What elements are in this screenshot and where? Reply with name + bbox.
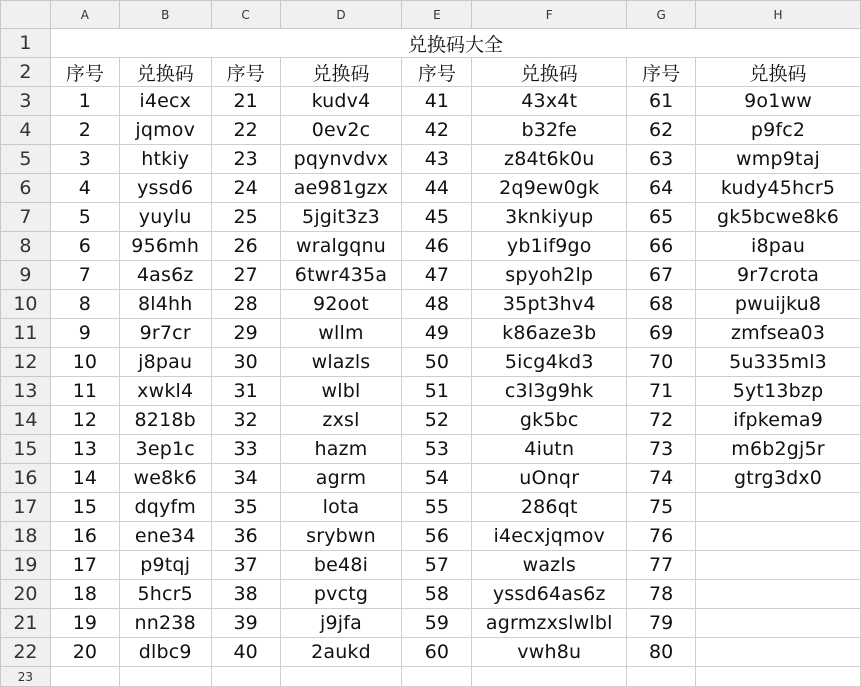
code-cell[interactable]: spyoh2lp [472, 261, 627, 290]
table-row [1, 493, 861, 522]
code-cell[interactable]: dqyfm [119, 493, 211, 522]
index-cell[interactable]: 27 [211, 261, 280, 290]
code-cell[interactable]: pqynvdvx [280, 145, 402, 174]
code-cell[interactable]: kudv4 [280, 87, 402, 116]
code-cell[interactable]: m6b2gj5r [696, 435, 861, 464]
code-cell[interactable] [696, 580, 861, 609]
code-cell[interactable]: wazls [472, 551, 627, 580]
code-cell[interactable]: c3l3g9hk [472, 377, 627, 406]
sheet-row-2 [1, 58, 861, 87]
index-cell[interactable]: 44 [402, 174, 472, 203]
index-cell[interactable]: 5 [50, 203, 119, 232]
code-cell[interactable]: 4iutn [472, 435, 627, 464]
row-header-23[interactable]: 23 [1, 667, 51, 687]
code-cell[interactable]: jqmov [119, 116, 211, 145]
code-cell[interactable]: gk5bc [472, 406, 627, 435]
index-cell[interactable]: 4 [50, 174, 119, 203]
index-cell[interactable]: 60 [402, 638, 472, 667]
code-cell[interactable]: 9r7cr [119, 319, 211, 348]
code-cell[interactable]: be48i [280, 551, 402, 580]
row-header[interactable]: 13 [1, 377, 51, 406]
header-cell-code[interactable]: 兑换码 [472, 58, 627, 87]
index-cell[interactable]: 37 [211, 551, 280, 580]
column-header-a[interactable]: A [50, 1, 119, 29]
table-row [1, 464, 861, 493]
index-cell[interactable]: 52 [402, 406, 472, 435]
code-cell[interactable]: yssd64as6z [472, 580, 627, 609]
code-cell[interactable]: 2aukd [280, 638, 402, 667]
header-cell-code[interactable]: 兑换码 [696, 58, 861, 87]
index-cell[interactable]: 28 [211, 290, 280, 319]
index-cell[interactable]: 59 [402, 609, 472, 638]
sheet-row-1 [1, 29, 861, 58]
index-cell[interactable]: 57 [402, 551, 472, 580]
code-cell[interactable]: wlazls [280, 348, 402, 377]
empty-cell[interactable] [472, 667, 627, 687]
code-cell[interactable]: 3ep1c [119, 435, 211, 464]
index-cell[interactable]: 69 [627, 319, 696, 348]
table-row [1, 609, 861, 638]
index-cell[interactable]: 77 [627, 551, 696, 580]
code-cell[interactable]: lota [280, 493, 402, 522]
row-header[interactable]: 22 [1, 638, 51, 667]
index-cell[interactable]: 53 [402, 435, 472, 464]
index-cell[interactable]: 22 [211, 116, 280, 145]
code-cell[interactable]: 286qt [472, 493, 627, 522]
empty-cell[interactable] [627, 667, 696, 687]
code-cell[interactable]: wmp9taj [696, 145, 861, 174]
index-cell[interactable]: 39 [211, 609, 280, 638]
header-cell-index[interactable]: 序号 [211, 58, 280, 87]
index-cell[interactable]: 15 [50, 493, 119, 522]
index-cell[interactable]: 3 [50, 145, 119, 174]
index-cell[interactable]: 34 [211, 464, 280, 493]
index-cell[interactable]: 12 [50, 406, 119, 435]
code-cell[interactable]: htkiy [119, 145, 211, 174]
index-cell[interactable]: 26 [211, 232, 280, 261]
table-row [1, 551, 861, 580]
code-cell[interactable]: gtrg3dx0 [696, 464, 861, 493]
code-cell[interactable]: agrm [280, 464, 402, 493]
code-cell[interactable]: 9o1ww [696, 87, 861, 116]
column-header-row [1, 1, 861, 29]
index-cell[interactable]: 68 [627, 290, 696, 319]
row-header[interactable]: 12 [1, 348, 51, 377]
code-cell[interactable]: 2q9ew0gk [472, 174, 627, 203]
code-cell[interactable] [696, 493, 861, 522]
code-cell[interactable]: pwuijku8 [696, 290, 861, 319]
index-cell[interactable]: 33 [211, 435, 280, 464]
table-row [1, 261, 861, 290]
index-cell[interactable]: 18 [50, 580, 119, 609]
row-header[interactable]: 18 [1, 522, 51, 551]
row-header[interactable]: 6 [1, 174, 51, 203]
table-row [1, 290, 861, 319]
index-cell[interactable]: 6 [50, 232, 119, 261]
index-cell[interactable]: 45 [402, 203, 472, 232]
header-cell-index[interactable]: 序号 [50, 58, 119, 87]
index-cell[interactable]: 30 [211, 348, 280, 377]
code-cell[interactable]: xwkl4 [119, 377, 211, 406]
index-cell[interactable]: 7 [50, 261, 119, 290]
table-row [1, 319, 861, 348]
code-cell[interactable]: wllm [280, 319, 402, 348]
code-cell[interactable]: zxsl [280, 406, 402, 435]
code-cell[interactable]: 5yt13bzp [696, 377, 861, 406]
index-cell[interactable]: 21 [211, 87, 280, 116]
code-cell[interactable]: 956mh [119, 232, 211, 261]
column-header-c[interactable]: C [211, 1, 280, 29]
index-cell[interactable]: 72 [627, 406, 696, 435]
code-cell[interactable]: pvctg [280, 580, 402, 609]
code-cell[interactable]: uOnqr [472, 464, 627, 493]
code-cell[interactable] [696, 551, 861, 580]
index-cell[interactable]: 11 [50, 377, 119, 406]
code-cell[interactable]: j9jfa [280, 609, 402, 638]
index-cell[interactable]: 43 [402, 145, 472, 174]
code-cell[interactable]: nn238 [119, 609, 211, 638]
index-cell[interactable]: 16 [50, 522, 119, 551]
code-cell[interactable]: 9r7crota [696, 261, 861, 290]
index-cell[interactable]: 23 [211, 145, 280, 174]
index-cell[interactable]: 17 [50, 551, 119, 580]
row-header[interactable]: 11 [1, 319, 51, 348]
index-cell[interactable]: 8 [50, 290, 119, 319]
index-cell[interactable]: 80 [627, 638, 696, 667]
index-cell[interactable]: 20 [50, 638, 119, 667]
index-cell[interactable]: 63 [627, 145, 696, 174]
code-cell[interactable]: 5icg4kd3 [472, 348, 627, 377]
index-cell[interactable]: 71 [627, 377, 696, 406]
column-header-h[interactable]: H [696, 1, 861, 29]
index-cell[interactable]: 66 [627, 232, 696, 261]
code-cell[interactable]: z84t6k0u [472, 145, 627, 174]
code-cell[interactable]: i4ecxjqmov [472, 522, 627, 551]
code-cell[interactable]: 35pt3hv4 [472, 290, 627, 319]
code-cell[interactable]: 8l4hh [119, 290, 211, 319]
column-header-g[interactable]: G [627, 1, 696, 29]
header-cell-code[interactable]: 兑换码 [280, 58, 402, 87]
index-cell[interactable]: 35 [211, 493, 280, 522]
row-header[interactable]: 17 [1, 493, 51, 522]
index-cell[interactable]: 19 [50, 609, 119, 638]
code-cell[interactable]: 6twr435a [280, 261, 402, 290]
index-cell[interactable]: 25 [211, 203, 280, 232]
index-cell[interactable]: 24 [211, 174, 280, 203]
code-cell[interactable]: 4as6z [119, 261, 211, 290]
index-cell[interactable]: 50 [402, 348, 472, 377]
index-cell[interactable]: 49 [402, 319, 472, 348]
index-cell[interactable]: 75 [627, 493, 696, 522]
index-cell[interactable]: 42 [402, 116, 472, 145]
empty-cell[interactable] [696, 667, 861, 687]
table-row [1, 87, 861, 116]
index-cell[interactable]: 40 [211, 638, 280, 667]
header-cell-code[interactable]: 兑换码 [119, 58, 211, 87]
code-cell[interactable]: 5hcr5 [119, 580, 211, 609]
code-cell[interactable]: b32fe [472, 116, 627, 145]
row-header[interactable]: 8 [1, 232, 51, 261]
index-cell[interactable]: 41 [402, 87, 472, 116]
index-cell[interactable]: 2 [50, 116, 119, 145]
row-header[interactable]: 21 [1, 609, 51, 638]
index-cell[interactable]: 76 [627, 522, 696, 551]
row-header[interactable]: 7 [1, 203, 51, 232]
code-cell[interactable]: p9tqj [119, 551, 211, 580]
index-cell[interactable]: 79 [627, 609, 696, 638]
table-row [1, 580, 861, 609]
header-cell-index[interactable]: 序号 [627, 58, 696, 87]
index-cell[interactable]: 74 [627, 464, 696, 493]
index-cell[interactable]: 10 [50, 348, 119, 377]
code-cell[interactable]: 5u335ml3 [696, 348, 861, 377]
index-cell[interactable]: 55 [402, 493, 472, 522]
code-cell[interactable]: yssd6 [119, 174, 211, 203]
table-row [1, 116, 861, 145]
sheet-row-23 [1, 667, 861, 687]
code-cell[interactable]: 43x4t [472, 87, 627, 116]
index-cell[interactable]: 78 [627, 580, 696, 609]
code-cell[interactable]: 8218b [119, 406, 211, 435]
code-cell[interactable] [696, 522, 861, 551]
row-header[interactable]: 5 [1, 145, 51, 174]
header-cell-index[interactable]: 序号 [402, 58, 472, 87]
column-header-e[interactable]: E [402, 1, 472, 29]
column-header-f[interactable]: F [472, 1, 627, 29]
code-cell[interactable]: dlbc9 [119, 638, 211, 667]
table-row [1, 435, 861, 464]
code-cell[interactable]: zmfsea03 [696, 319, 861, 348]
index-cell[interactable]: 1 [50, 87, 119, 116]
code-cell[interactable]: srybwn [280, 522, 402, 551]
code-cell[interactable]: j8pau [119, 348, 211, 377]
code-cell[interactable] [696, 638, 861, 667]
row-header[interactable]: 3 [1, 87, 51, 116]
index-cell[interactable]: 70 [627, 348, 696, 377]
index-cell[interactable]: 51 [402, 377, 472, 406]
index-cell[interactable]: 13 [50, 435, 119, 464]
index-cell[interactable]: 9 [50, 319, 119, 348]
code-cell[interactable]: p9fc2 [696, 116, 861, 145]
table-row [1, 232, 861, 261]
code-cell[interactable]: i4ecx [119, 87, 211, 116]
index-cell[interactable]: 48 [402, 290, 472, 319]
row-header[interactable]: 4 [1, 116, 51, 145]
empty-cell[interactable] [119, 667, 211, 687]
code-cell[interactable]: 5jgit3z3 [280, 203, 402, 232]
empty-cell[interactable] [50, 667, 119, 687]
index-cell[interactable]: 61 [627, 87, 696, 116]
code-cell[interactable]: 92oot [280, 290, 402, 319]
row-header[interactable]: 14 [1, 406, 51, 435]
index-cell[interactable]: 54 [402, 464, 472, 493]
code-cell[interactable]: ene34 [119, 522, 211, 551]
table-row [1, 522, 861, 551]
index-cell[interactable]: 31 [211, 377, 280, 406]
code-cell[interactable]: wralgqnu [280, 232, 402, 261]
index-cell[interactable]: 67 [627, 261, 696, 290]
index-cell[interactable]: 38 [211, 580, 280, 609]
code-cell[interactable]: i8pau [696, 232, 861, 261]
code-cell[interactable]: yuylu [119, 203, 211, 232]
table-row [1, 348, 861, 377]
row-header[interactable]: 10 [1, 290, 51, 319]
row-header[interactable]: 20 [1, 580, 51, 609]
column-header-d[interactable]: D [280, 1, 402, 29]
code-cell[interactable]: kudy45hcr5 [696, 174, 861, 203]
column-header-b[interactable]: B [119, 1, 211, 29]
table-row [1, 377, 861, 406]
code-cell[interactable]: 3knkiyup [472, 203, 627, 232]
index-cell[interactable]: 32 [211, 406, 280, 435]
table-row [1, 406, 861, 435]
empty-cell[interactable] [211, 667, 280, 687]
index-cell[interactable]: 56 [402, 522, 472, 551]
empty-cell[interactable] [280, 667, 402, 687]
sheet-title-cell[interactable]: 兑换码大全 [50, 29, 860, 58]
index-cell[interactable]: 29 [211, 319, 280, 348]
index-cell[interactable]: 46 [402, 232, 472, 261]
code-cell[interactable]: 0ev2c [280, 116, 402, 145]
row-header-1[interactable]: 1 [1, 29, 51, 58]
code-cell[interactable]: agrmzxslwlbl [472, 609, 627, 638]
index-cell[interactable]: 47 [402, 261, 472, 290]
index-cell[interactable]: 58 [402, 580, 472, 609]
row-header[interactable]: 9 [1, 261, 51, 290]
code-cell[interactable]: we8k6 [119, 464, 211, 493]
table-row [1, 203, 861, 232]
row-header-2[interactable]: 2 [1, 58, 51, 87]
code-cell[interactable]: yb1if9go [472, 232, 627, 261]
index-cell[interactable]: 64 [627, 174, 696, 203]
index-cell[interactable]: 65 [627, 203, 696, 232]
row-header[interactable]: 19 [1, 551, 51, 580]
index-cell[interactable]: 14 [50, 464, 119, 493]
select-all-corner[interactable] [1, 1, 51, 29]
index-cell[interactable]: 36 [211, 522, 280, 551]
code-cell[interactable]: ae981gzx [280, 174, 402, 203]
table-row [1, 174, 861, 203]
table-row [1, 638, 861, 667]
code-cell[interactable] [696, 609, 861, 638]
code-cell[interactable]: wlbl [280, 377, 402, 406]
empty-cell[interactable] [402, 667, 472, 687]
index-cell[interactable]: 73 [627, 435, 696, 464]
row-header[interactable]: 16 [1, 464, 51, 493]
code-cell[interactable]: ifpkema9 [696, 406, 861, 435]
code-cell[interactable]: gk5bcwe8k6 [696, 203, 861, 232]
code-cell[interactable]: k86aze3b [472, 319, 627, 348]
code-cell[interactable]: hazm [280, 435, 402, 464]
table-row [1, 145, 861, 174]
row-header[interactable]: 15 [1, 435, 51, 464]
index-cell[interactable]: 62 [627, 116, 696, 145]
code-cell[interactable]: vwh8u [472, 638, 627, 667]
